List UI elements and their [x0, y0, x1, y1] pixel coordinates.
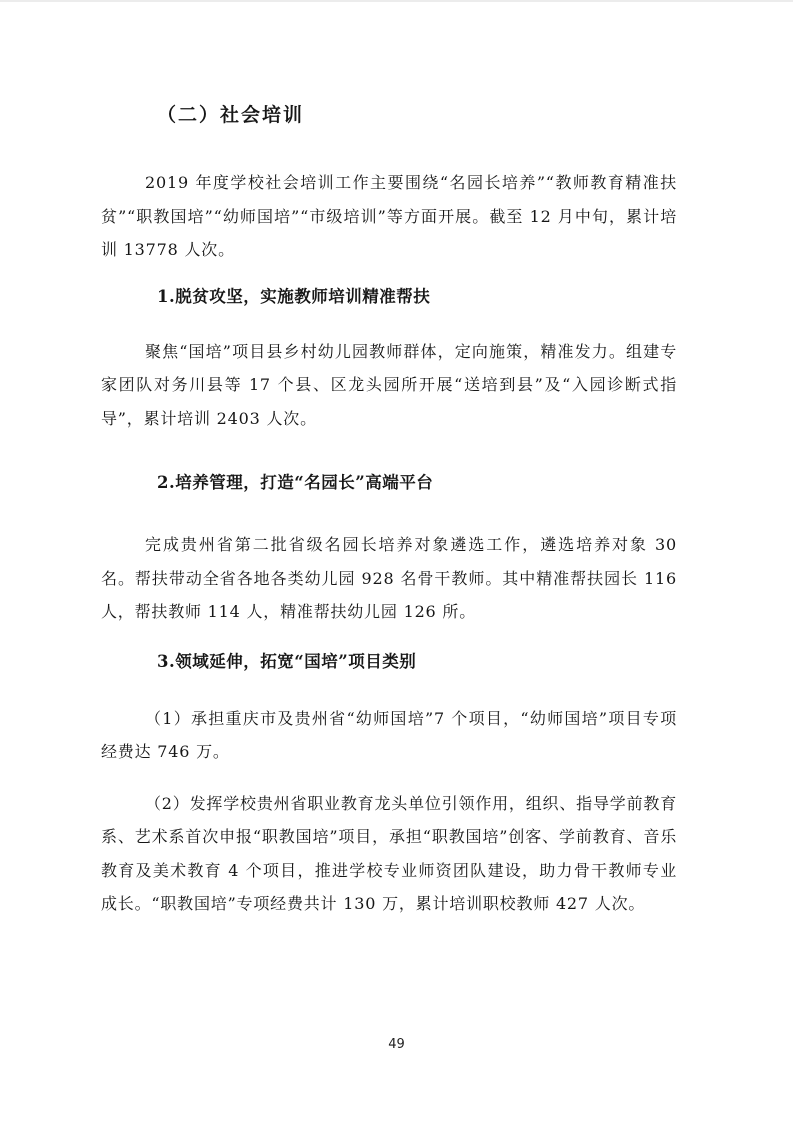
subsection-3-paragraph-2: （2）发挥学校贵州省职业教育龙头单位引领作用，组织、指导学前教育系、艺术系首次申报“职教国培”项目，承担“职教国培”创客、学前教育、音乐教育及美术教育 4 个项目，推进学校专业师资团队建设，助力骨干教师专业成长。“职教国培”专项经费共计 130 万，累计培训职校教师 427 人次。 [101, 793, 677, 913]
page-number: 49 [388, 1037, 405, 1052]
subsection-1-paragraph: 聚焦“国培”项目县乡村幼儿园教师群体，定向施策，精准发力。组建专家团队对务川县等 17 个县、区龙头园所开展“送培到县”及“入园诊断式指导”，累计培训 2403 人次。 [101, 341, 677, 428]
page-content [101, 101, 677, 921]
subsection-3-paragraph-1: （1）承担重庆市及贵州省“幼师国培”7 个项目，“幼师国培”项目专项经费达 746 万。 [101, 708, 677, 761]
intro-paragraph: 2019 年度学校社会培训工作主要围绕“名园长培养”“教师教育精准扶贫”“职教国培”“幼师国培”“市级培训”等方面开展。截至 12 月中旬，累计培训 13778 人次。 [101, 173, 677, 259]
subsection-3-heading: 3.领域延伸，拓宽“国培”项目类别 [157, 651, 417, 671]
page-top-edge [0, 0, 793, 2]
section-heading: （二）社会培训 [157, 104, 305, 126]
subsection-1-heading: 1.脱贫攻坚，实施教师培训精准帮扶 [157, 286, 431, 306]
subsection-2-heading: 2.培养管理，打造“名园长”高端平台 [157, 473, 434, 492]
subsection-2-paragraph: 完成贵州省第二批省级名园长培养对象遴选工作，遴选培养对象 30 名。帮扶带动全省各地各类幼儿园 928 名骨干教师。其中精准帮扶园长 116 人，帮扶教师 114 人，精准帮扶幼儿园 126 所。 [101, 535, 677, 621]
